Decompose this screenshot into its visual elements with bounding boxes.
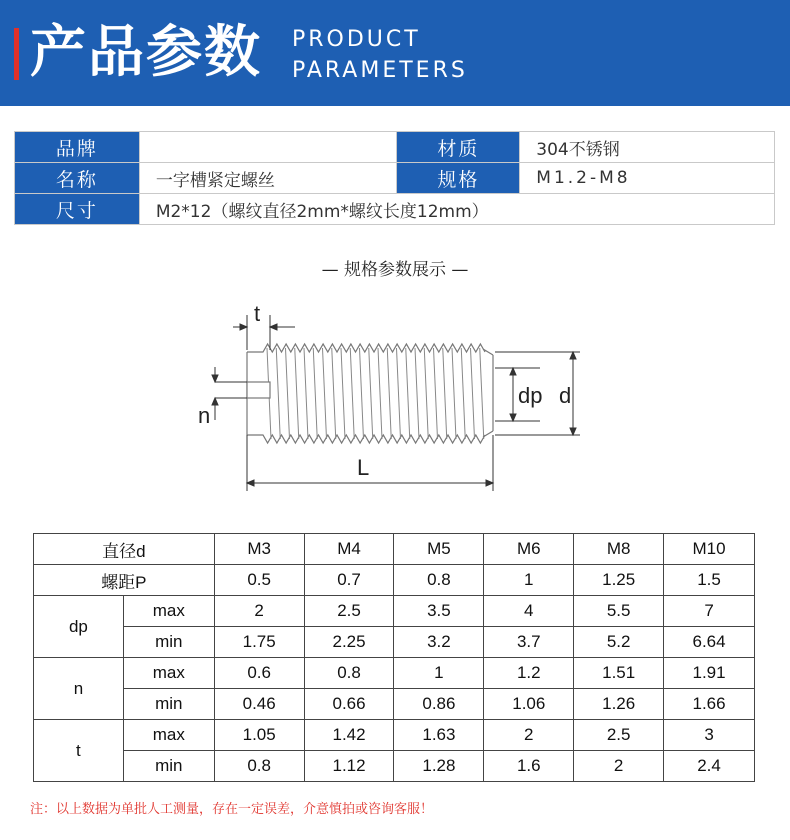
max-label: max [123,658,214,689]
max-cell: 1.05 [214,720,304,751]
label-t: t [254,301,261,326]
thread-line [443,348,447,439]
min-cell: 2.25 [304,627,394,658]
min-label: min [123,689,214,720]
spec-label: 规格 [397,163,520,194]
max-cell: 3 [664,720,755,751]
min-cell: 0.66 [304,689,394,720]
spec-value: M1.2-M8 [520,163,775,194]
max-cell: 7 [664,596,755,627]
max-cell: 2.5 [574,720,664,751]
pitch-cell: 1.5 [664,565,755,596]
size-header: M6 [484,534,574,565]
min-cell: 6.64 [664,627,755,658]
max-cell: 5.5 [574,596,664,627]
thread-line [332,348,336,439]
min-cell: 1.75 [214,627,304,658]
min-cell: 1.28 [394,751,484,782]
table-row [34,658,755,689]
min-cell: 2 [574,751,664,782]
info-row [15,132,775,163]
label-d: d [559,383,572,408]
min-cell: 1.6 [484,751,574,782]
min-cell: 1.12 [304,751,394,782]
brand-value [139,132,397,163]
max-cell: 0.6 [214,658,304,689]
max-cell: 0.8 [304,658,394,689]
page-subtitle-line1: PRODUCT [292,27,421,52]
material-value: 304不锈钢 [520,132,775,163]
min-cell: 1.66 [664,689,755,720]
thread-line [480,348,484,439]
thread-line [378,348,382,439]
size-header: M5 [394,534,484,565]
thread-line [295,348,299,439]
name-label: 名称 [15,163,140,194]
thread-line [424,348,428,439]
info-row [15,163,775,194]
group-label: n [34,658,124,720]
thread-line [350,348,354,439]
min-cell: 0.86 [394,689,484,720]
min-cell: 3.7 [484,627,574,658]
min-cell: 1.26 [574,689,664,720]
max-cell: 1.91 [664,658,755,689]
pitch-label: 螺距P [34,565,215,596]
size-header: M8 [574,534,664,565]
thread-line [369,348,373,439]
thread-line [471,348,475,439]
thread-line [387,348,391,439]
accent-bar [14,28,19,80]
thread-line [313,348,317,439]
max-cell: 1.2 [484,658,574,689]
max-cell: 1 [394,658,484,689]
page-subtitle-line2: PARAMETERS [292,58,468,83]
thread-line [434,348,438,439]
max-label: max [123,596,214,627]
thread-line [461,348,465,439]
group-label: dp [34,596,124,658]
pitch-cell: 1.25 [574,565,664,596]
min-label: min [123,627,214,658]
table-row [34,534,755,565]
label-L: L [357,455,370,480]
max-cell: 2.5 [304,596,394,627]
thread-line [452,348,456,439]
group-label: t [34,720,124,782]
min-cell: 2.4 [664,751,755,782]
thread-line [360,348,364,439]
size-label: 尺寸 [15,194,140,225]
min-cell: 5.2 [574,627,664,658]
header-banner [0,0,790,106]
label-dp: dp [518,383,543,408]
max-cell: 3.5 [394,596,484,627]
section-title: — 规格参数展示 — [321,260,469,280]
pitch-cell: 0.5 [214,565,304,596]
size-value: M2*12（螺纹直径2mm*螺纹长度12mm） [139,194,774,225]
max-cell: 1.51 [574,658,664,689]
thread-line [415,348,419,439]
thread-line [323,348,327,439]
thread-line [286,348,290,439]
table-row [34,689,755,720]
max-label: max [123,720,214,751]
min-label: min [123,751,214,782]
min-cell: 0.46 [214,689,304,720]
min-cell: 1.06 [484,689,574,720]
page-title: 产品参数 [30,20,262,85]
size-header: M3 [214,534,304,565]
spec-table [33,533,755,782]
min-cell: 0.8 [214,751,304,782]
disclaimer-note: 注：以上数据为单批人工测量，存在一定误差，介意慎拍或咨询客服！ [30,802,434,817]
table-row [34,627,755,658]
info-row [15,194,775,225]
material-label: 材质 [397,132,520,163]
max-cell: 2 [484,720,574,751]
thread-line [406,348,410,439]
table-row [34,565,755,596]
screw-diagram [195,295,595,500]
pitch-cell: 0.7 [304,565,394,596]
label-n: n [198,403,211,428]
screw-body [247,344,493,443]
thread-line [397,348,401,439]
thread-line [276,348,280,439]
product-info-table [14,131,775,225]
max-cell: 2 [214,596,304,627]
size-header: M4 [304,534,394,565]
thread-line [341,348,345,439]
pitch-cell: 1 [484,565,574,596]
max-cell: 1.63 [394,720,484,751]
max-cell: 1.42 [304,720,394,751]
pitch-cell: 0.8 [394,565,484,596]
min-cell: 3.2 [394,627,484,658]
table-row [34,751,755,782]
max-cell: 4 [484,596,574,627]
name-value: 一字槽紧定螺丝 [139,163,397,194]
table-row [34,596,755,627]
size-header: M10 [664,534,755,565]
diameter-header: 直径d [34,534,215,565]
thread-line [304,348,308,439]
brand-label: 品牌 [15,132,140,163]
table-row [34,720,755,751]
